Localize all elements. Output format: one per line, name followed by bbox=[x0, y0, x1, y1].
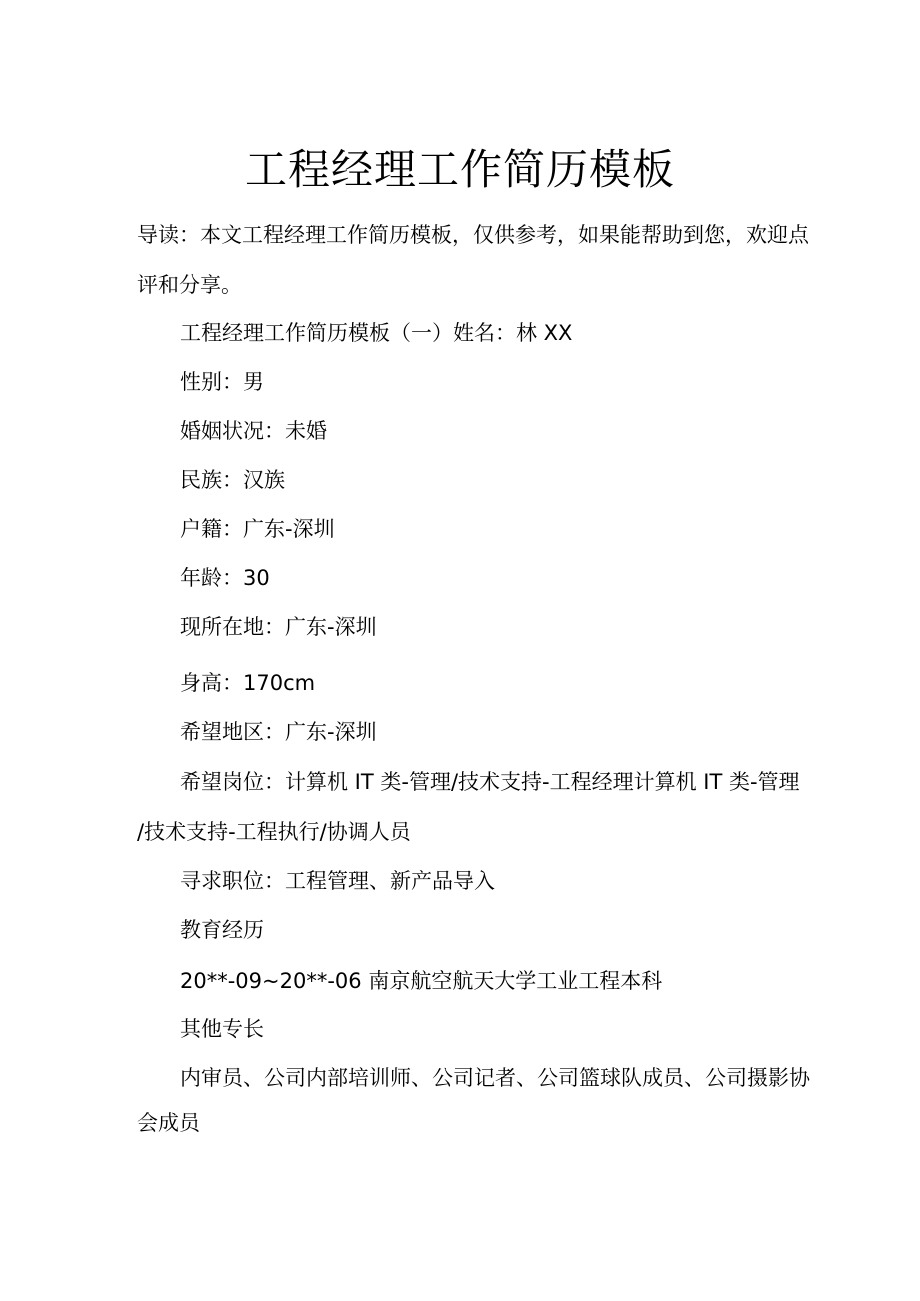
desired-region-field: 希望地区：广东-深圳 bbox=[180, 720, 377, 744]
skills-line-1: 内审员、公司内部培训师、公司记者、公司篮球队成员、公司摄影协 bbox=[180, 1066, 810, 1090]
hukou-field: 户籍：广东-深圳 bbox=[180, 517, 335, 541]
seeking-position-field: 寻求职位：工程管理、新产品导入 bbox=[180, 869, 495, 893]
desired-position-line-2: /技术支持-工程执行/协调人员 bbox=[137, 820, 411, 844]
education-heading: 教育经历 bbox=[180, 918, 264, 942]
ethnicity-field: 民族：汉族 bbox=[180, 468, 285, 492]
height-field: 身高：170cm bbox=[180, 671, 316, 695]
gender-field: 性别：男 bbox=[180, 370, 264, 394]
skills-heading: 其他专长 bbox=[180, 1017, 264, 1041]
marital-status-field: 婚姻状况：未婚 bbox=[180, 419, 327, 443]
page-title: 工程经理工作简历模板 bbox=[244, 145, 675, 194]
desired-position-line-1: 希望岗位：计算机 IT 类-管理/技术支持-工程经理计算机 IT 类-管理 bbox=[180, 770, 800, 794]
resume-heading-name: 工程经理工作简历模板（一）姓名：林 XX bbox=[180, 321, 573, 345]
age-field: 年龄：30 bbox=[180, 566, 270, 590]
current-location-field: 现所在地：广东-深圳 bbox=[180, 615, 377, 639]
education-entry: 20**-09~20**-06 南京航空航天大学工业工程本科 bbox=[180, 969, 663, 993]
intro-line-1: 导读：本文工程经理工作简历模板，仅供参考，如果能帮助到您，欢迎点 bbox=[137, 223, 809, 247]
intro-line-2: 评和分享。 bbox=[137, 273, 242, 297]
skills-line-2: 会成员 bbox=[137, 1111, 200, 1135]
